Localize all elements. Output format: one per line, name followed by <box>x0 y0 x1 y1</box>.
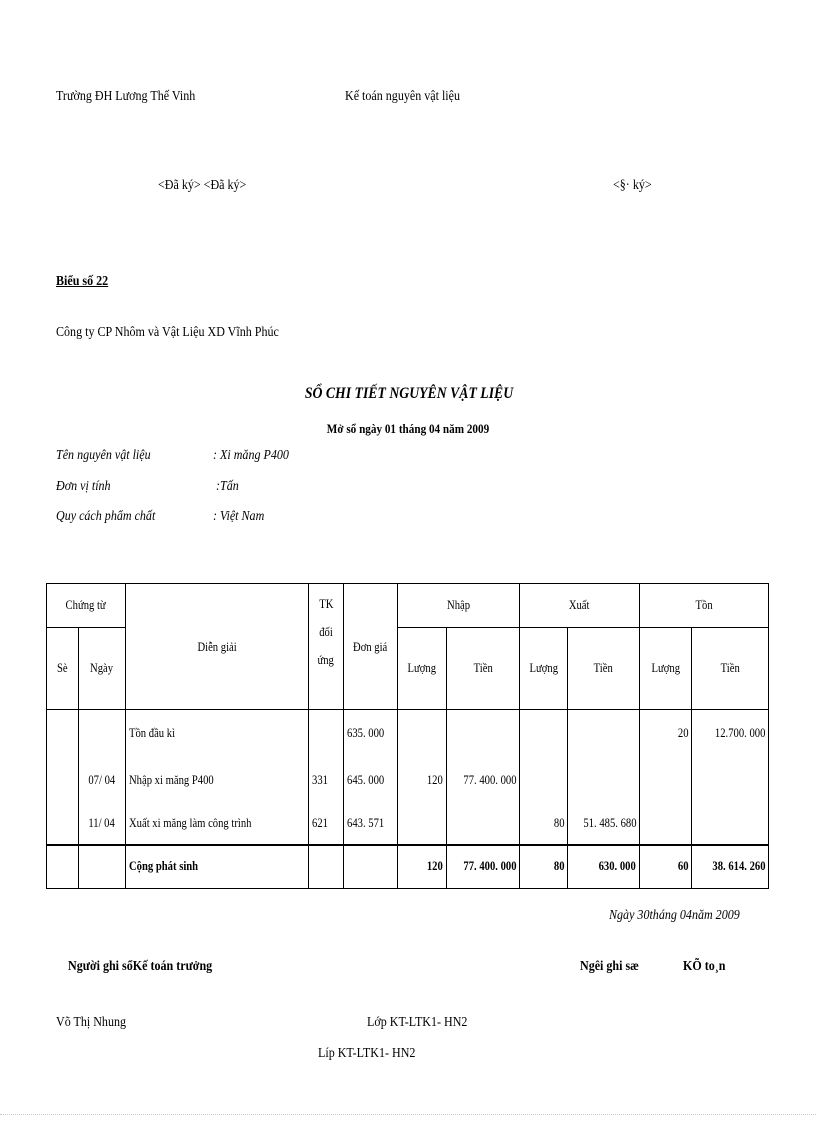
signed-left: <Đã ký> <Đã ký> <box>158 178 247 193</box>
meta-value-quality: : Việt Nam <box>213 509 265 524</box>
row-stock-qty: 20 <box>640 710 692 758</box>
header-export-amount: Tiền <box>568 628 640 710</box>
table-row <box>47 758 769 803</box>
sign-date: Ngày 30tháng 04năm 2009 <box>609 908 740 923</box>
row-stock-qty <box>640 803 692 845</box>
header-date: Ngày <box>79 628 126 710</box>
total-stock-qty: 60 <box>640 845 692 889</box>
company-name: Công ty CP Nhôm và Vật Liệu XD Vĩnh Phúc <box>56 325 279 340</box>
row-no <box>47 710 79 758</box>
total-export-amount: 630. 000 <box>568 845 640 889</box>
total-description: Cộng phát sinh <box>126 845 309 889</box>
opened-date: Mở sổ ngày 01 tháng 04 năm 2009 <box>326 421 490 436</box>
row-export-amount: 51. 485. 680 <box>568 803 640 845</box>
header-export: Xuất <box>520 584 640 628</box>
row-stock-amount: 12.700. 000 <box>692 710 769 758</box>
row-import-amount <box>447 710 520 758</box>
header-import-qty: Lượng <box>398 628 447 710</box>
row-description: Xuất xi măng làm công trình <box>126 803 309 845</box>
header-import: Nhập <box>398 584 520 628</box>
row-date: 07/ 04 <box>79 758 126 803</box>
header-tk: TK đối ứng <box>309 584 344 710</box>
header-stock: Tồn <box>640 584 769 628</box>
row-tk <box>309 710 344 758</box>
meta-label-unit: Đơn vị tính <box>56 479 111 494</box>
row-stock-amount <box>692 803 769 845</box>
header-unit-price: Đơn giá <box>344 584 398 710</box>
form-number: Biểu số 22 <box>56 274 109 289</box>
meta-value-material: : Xi măng P400 <box>213 448 289 463</box>
material-ledger-table <box>46 583 769 889</box>
row-no <box>47 758 79 803</box>
row-stock-amount <box>692 758 769 803</box>
total-stock-amount: 38. 614. 260 <box>692 845 769 889</box>
header-voucher: Chứng từ <box>47 584 126 628</box>
row-stock-qty <box>640 758 692 803</box>
header-stock-amount: Tiền <box>692 628 769 710</box>
row-date: 11/ 04 <box>79 803 126 845</box>
footer-class-1: Lớp KT-LTK1- HN2 <box>367 1015 468 1030</box>
total-row <box>47 845 769 889</box>
signer-left: Người ghi sổKế toán trưởng <box>68 959 213 974</box>
total-no <box>47 845 79 889</box>
accountant-role: Kế toán nguyên vật liệu <box>345 89 461 104</box>
table-row <box>47 803 769 845</box>
total-import-amount: 77. 400. 000 <box>447 845 520 889</box>
signer-recorder: Ngêi ghi sæ <box>580 959 639 974</box>
school-name: Trường ĐH Lương Thế Vinh <box>56 89 196 104</box>
total-import-qty: 120 <box>398 845 447 889</box>
row-tk: 621 <box>309 803 344 845</box>
header-import-amount: Tiền <box>447 628 520 710</box>
row-date <box>79 710 126 758</box>
header-description: Diễn giải <box>126 584 309 710</box>
ledger-title: SỔ CHI TIẾT NGUYÊN VẬT LIỆU <box>304 385 514 402</box>
row-export-amount <box>568 758 640 803</box>
table-row <box>47 710 769 758</box>
row-import-qty <box>398 803 447 845</box>
row-export-qty: 80 <box>520 803 568 845</box>
row-import-qty <box>398 710 447 758</box>
footer-name: Võ Thị Nhung <box>56 1015 127 1030</box>
meta-label-quality: Quy cách phẩm chất <box>56 509 156 524</box>
page-bottom-divider <box>0 1114 816 1115</box>
row-unit-price: 635. 000 <box>344 710 398 758</box>
header-stock-qty: Lượng <box>640 628 692 710</box>
row-description: Tồn đầu kì <box>126 710 309 758</box>
row-export-qty <box>520 758 568 803</box>
row-unit-price: 643. 571 <box>344 803 398 845</box>
header-no: Sè <box>47 628 79 710</box>
row-description: Nhập xi măng P400 <box>126 758 309 803</box>
signer-accountant: KÕ to¸n <box>683 959 726 974</box>
row-no <box>47 803 79 845</box>
signed-right: <§· ký> <box>613 178 652 193</box>
meta-value-unit: :Tấn <box>216 479 239 494</box>
header-export-qty: Lượng <box>520 628 568 710</box>
total-export-qty: 80 <box>520 845 568 889</box>
row-export-qty <box>520 710 568 758</box>
row-tk: 331 <box>309 758 344 803</box>
total-tk <box>309 845 344 889</box>
meta-label-material: Tên nguyên vật liệu <box>56 448 151 463</box>
row-import-amount: 77. 400. 000 <box>447 758 520 803</box>
row-import-qty: 120 <box>398 758 447 803</box>
total-date <box>79 845 126 889</box>
total-unit-price <box>344 845 398 889</box>
row-export-amount <box>568 710 640 758</box>
row-import-amount <box>447 803 520 845</box>
row-unit-price: 645. 000 <box>344 758 398 803</box>
footer-class-2: Líp KT-LTK1- HN2 <box>318 1046 416 1061</box>
